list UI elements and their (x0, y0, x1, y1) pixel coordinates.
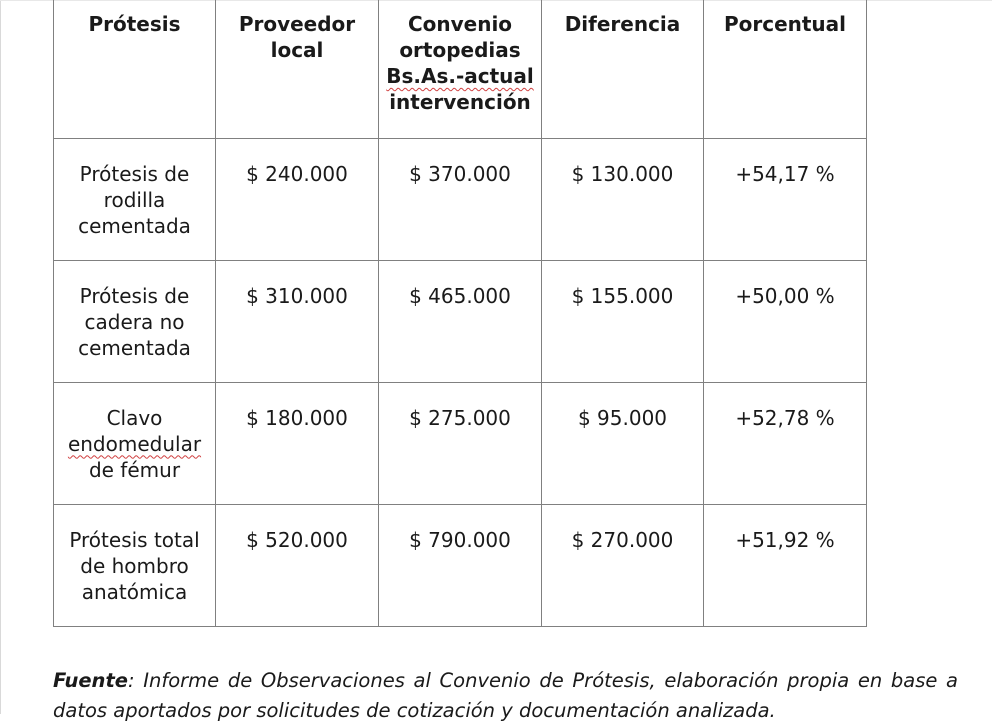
cell-proveedor-local: $ 310.000 (216, 260, 379, 382)
header-proveedor-local (216, 0, 379, 138)
table-row (54, 382, 867, 504)
cell-convenio: $ 370.000 (379, 138, 542, 260)
header-porcentual (704, 0, 867, 138)
header-line: intervención (389, 90, 531, 114)
header-line: local (270, 38, 324, 62)
cell-line: cementada (78, 335, 191, 360)
table-header-row (54, 0, 867, 138)
cell-porcentual: +52,78 % (704, 382, 867, 504)
cell-protesis (54, 138, 216, 260)
cell-convenio: $ 790.000 (379, 504, 542, 626)
cell-line: Prótesis total (69, 527, 200, 552)
cell-line: Prótesis de (79, 283, 190, 308)
cell-line: cadera no (84, 309, 185, 334)
cell-line: de fémur (88, 457, 181, 482)
cell-protesis (54, 260, 216, 382)
table-row (54, 138, 867, 260)
table-row (54, 260, 867, 382)
header-line: Bs.As.-actual (386, 64, 534, 88)
header-line: Prótesis (88, 12, 181, 36)
price-comparison-table (53, 0, 867, 627)
table-row (54, 504, 867, 626)
header-convenio (379, 0, 542, 138)
cell-line (58, 431, 211, 457)
footnote-text: : Informe de Observaciones al Convenio de Prótesis, elaboración propia en base a datos aportados por solicitudes de cotización y documentación analizada. (53, 668, 958, 722)
cell-line: Clavo (106, 405, 163, 430)
cell-protesis (54, 382, 216, 504)
cell-line: de hombro (80, 553, 189, 578)
cell-convenio: $ 275.000 (379, 382, 542, 504)
cell-diferencia: $ 130.000 (542, 138, 704, 260)
header-line: ortopedias (399, 38, 521, 62)
cell-proveedor-local: $ 240.000 (216, 138, 379, 260)
cell-proveedor-local: $ 180.000 (216, 382, 379, 504)
header-line: Convenio (407, 12, 513, 36)
cell-line: Prótesis de (79, 161, 190, 186)
cell-porcentual: +50,00 % (704, 260, 867, 382)
cell-protesis (54, 504, 216, 626)
cell-proveedor-local: $ 520.000 (216, 504, 379, 626)
footnote-label: Fuente (53, 668, 128, 692)
header-line: Proveedor (238, 12, 356, 36)
cell-line: cementada (78, 213, 191, 238)
cell-diferencia: $ 155.000 (542, 260, 704, 382)
cell-line: anatómica (81, 579, 188, 604)
header-line: Diferencia (564, 12, 681, 36)
source-footnote (53, 666, 958, 726)
spellcheck-word: endomedular (67, 431, 202, 456)
cell-porcentual: +51,92 % (704, 504, 867, 626)
cell-diferencia: $ 95.000 (542, 382, 704, 504)
header-protesis (54, 0, 216, 138)
page-edge (0, 0, 1, 714)
header-diferencia (542, 0, 704, 138)
header-line: Porcentual (723, 12, 847, 36)
cell-porcentual: +54,17 % (704, 138, 867, 260)
cell-line: rodilla (103, 187, 166, 212)
cell-convenio: $ 465.000 (379, 260, 542, 382)
cell-diferencia: $ 270.000 (542, 504, 704, 626)
